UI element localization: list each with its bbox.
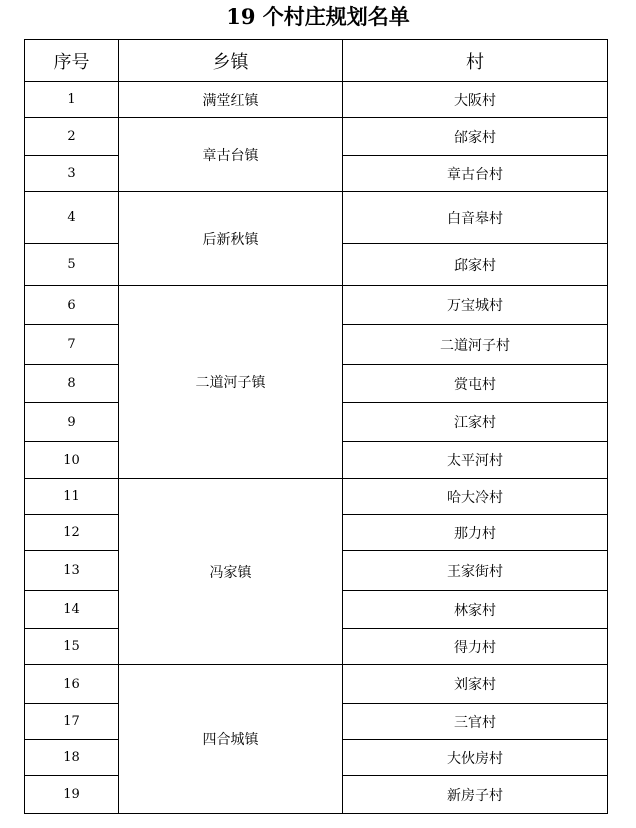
- row-serial: 19: [25, 776, 119, 814]
- table-header-row: [25, 40, 608, 82]
- row-village: 太平河村: [343, 442, 608, 479]
- table-row: [25, 665, 608, 704]
- table-row: [25, 479, 608, 515]
- row-village: 哈大冷村: [343, 479, 608, 515]
- row-serial: 12: [25, 515, 119, 551]
- row-serial: 6: [25, 286, 119, 325]
- row-village: 得力村: [343, 629, 608, 665]
- row-town: 四合城镇: [119, 665, 343, 814]
- row-town: 冯家镇: [119, 479, 343, 665]
- row-village: 三官村: [343, 704, 608, 740]
- row-village: 新房子村: [343, 776, 608, 814]
- row-serial: 5: [25, 244, 119, 286]
- row-serial: 16: [25, 665, 119, 704]
- row-village: 大阪村: [343, 82, 608, 118]
- page-title: 19 个村庄规划名单: [226, 4, 410, 29]
- row-town: 满堂红镇: [119, 82, 343, 118]
- row-serial: 4: [25, 192, 119, 244]
- row-village: 邱家村: [343, 244, 608, 286]
- row-serial: 7: [25, 325, 119, 365]
- row-serial: 17: [25, 704, 119, 740]
- row-village: 赏屯村: [343, 365, 608, 403]
- row-village: 江家村: [343, 403, 608, 442]
- row-serial: 8: [25, 365, 119, 403]
- table-row: [25, 192, 608, 244]
- row-serial: 1: [25, 82, 119, 118]
- row-village: 章古台村: [343, 156, 608, 192]
- row-village: 王家街村: [343, 551, 608, 591]
- header-serial: 序号: [25, 40, 119, 82]
- row-village: 大伙房村: [343, 740, 608, 776]
- table-row: [25, 286, 608, 325]
- table-row: [25, 118, 608, 156]
- table-row: [25, 82, 608, 118]
- row-serial: 11: [25, 479, 119, 515]
- row-serial: 14: [25, 591, 119, 629]
- header-town: 乡镇: [119, 40, 343, 82]
- row-serial: 10: [25, 442, 119, 479]
- row-town: 二道河子镇: [119, 286, 343, 479]
- row-village: 刘家村: [343, 665, 608, 704]
- row-village: 白音皋村: [343, 192, 608, 244]
- row-serial: 15: [25, 629, 119, 665]
- row-serial: 9: [25, 403, 119, 442]
- row-village: 二道河子村: [343, 325, 608, 365]
- row-village: 邰家村: [343, 118, 608, 156]
- row-serial: 2: [25, 118, 119, 156]
- header-village: 村: [343, 40, 608, 82]
- row-serial: 13: [25, 551, 119, 591]
- row-village: 林家村: [343, 591, 608, 629]
- row-town: 章古台镇: [119, 118, 343, 192]
- row-serial: 18: [25, 740, 119, 776]
- village-table: [24, 39, 608, 814]
- row-village: 那力村: [343, 515, 608, 551]
- row-village: 万宝城村: [343, 286, 608, 325]
- row-serial: 3: [25, 156, 119, 192]
- row-town: 后新秋镇: [119, 192, 343, 286]
